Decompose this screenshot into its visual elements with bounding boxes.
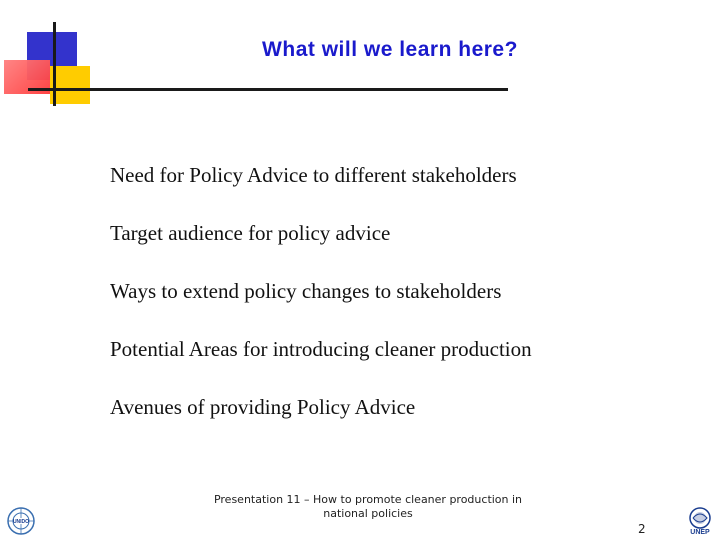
bullet-item: Ways to extend policy changes to stakeholders — [110, 279, 502, 303]
slide-footer — [205, 493, 531, 521]
deco-yellow-square — [50, 66, 90, 104]
bullet-item: Target audience for policy advice — [110, 221, 391, 245]
unido-logo-icon — [5, 506, 37, 536]
page-number: 2 — [638, 522, 646, 536]
footer-line-1: Presentation 11 – How to promote cleaner production in — [213, 493, 523, 506]
footer-line-2: national policies — [323, 507, 413, 520]
unep-logo-text: UNEP — [690, 529, 710, 536]
bullet-list — [110, 158, 532, 448]
bullet-item: Need for Policy Advice to different stakeholders — [110, 163, 517, 187]
deco-vertical-line — [53, 22, 56, 106]
slide-title: What will we learn here? — [262, 38, 518, 61]
bullet-item: Avenues of providing Policy Advice — [110, 395, 416, 419]
bullet-item: Potential Areas for introducing cleaner production — [110, 337, 532, 361]
deco-horizontal-line — [28, 88, 508, 91]
unido-logo-text: UNIDO — [12, 519, 30, 525]
